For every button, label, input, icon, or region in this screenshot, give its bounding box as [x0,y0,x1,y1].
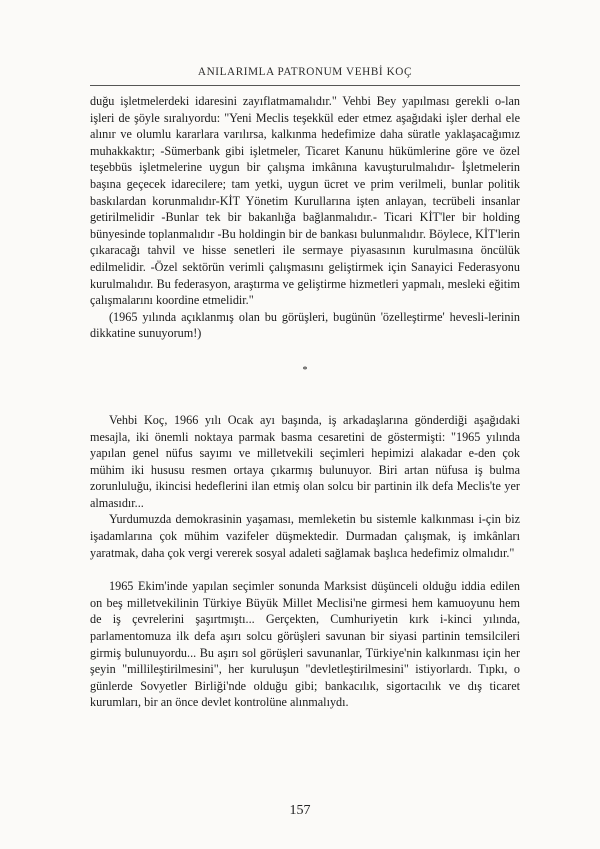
paragraph-message: Vehbi Koç, 1966 yılı Ocak ayı başında, iş arkadaşlarına gönderdiği aşağıdaki mesajla, iki önemli noktaya parmak basma cesaretini de göstermişti: "1965 yılında yapılan genel nüfus sayımı ve milletvekili seçimleri hepimizi alakadar e-den çok mühim iki hususu resmen ortaya çıkarmış bulunuyor. Biri artan nüfusa iş bulma zorunluluğu, ikincisi hedeflerini ilan etmiş olan solcu bir partinin ilk defa Meclis'te yer almasıdır... [90,412,520,510]
section-separator: * [302,364,308,376]
running-head: ANILARIMLA PATRONUM VEHBİ KOÇ [197,66,413,78]
header-rule [90,85,520,86]
paragraph-continuation: duğu işletmelerdeki idaresini zayıflatmamalıdır." Vehbi Bey yapılması gerekli o-lan işleri de şöyle sıralıyordu: "Yeni Meclis teşekkül eder etmez aşağıdaki işler derhal ele alınır ve olumlu kararlara varılırsa, kalkınma hedefimize daha süratle yaklaşacağımız muhakkaktır; -Sümerbank gibi işletmeler, Ticaret Kanunu hükümlerine göre ve özel teşebbüs işletmelerine uygun bir çalışma imkânına kavuşturulmalıdır- İşletmelerin başına geçecek idarecilere; tam yetki, uygun ücret ve prim verilmeli, bunlar politik baskılardan korunmalıdır-KİT Yönetim Kurullarına işten anlayan, tecrübeli insanlar getirilmelidir -Bunlar tek bir bakanlığa bağlanmalıdır.- Ticari KİT'ler bir holding bünyesinde toplanmalıdır -Bu holdingin bir de bankası bulunmalıdır. Böylece, KİT'lerin çıkaracağı tahvil ve hisse senetleri ile sermaye piyasasının kurulmasına öncülük edilmelidir. -Özel sektörün verimli çalışmasını geliştirmek için Sanayici Federasyonu kurulmalıdır. Bu federasyon, araştırma ve geliştirme hizmetleri yapmalı, mesleki eğitim çalışmalarını koordine etmelidir." [90,94,520,308]
paragraph-democracy: Yurdumuzda demokrasinin yaşaması, memleketin bu sistemle kalkınması i-çin biz işadamlarına çok mühim vazifeler düşmektedir. Durmadan çalışmak, iş imkânları yaratmak, daha çok vergi vererek sosyal adaleti sağlamak başlıca hedefimiz olmalıdır." [90,512,520,560]
paragraph-note: (1965 yılında açıklanmış olan bu görüşleri, bugünün 'özelleştirme' hevesli-lerinin dikkatine sunuyorum!) [90,309,520,341]
page-number: 157 [289,803,311,818]
body-text [90,93,520,711]
paragraph-elections: 1965 Ekim'inde yapılan seçimler sonunda Marksist düşünceli olduğu iddia edilen on beş milletvekilinin Türkiye Büyük Millet Meclisi'ne girmesi hem kamuoyunu hem de iş çevrelerini şaşırtmıştı... Gerçekten, Cumhuriyetin kırk i-kinci yılında, parlamentomuza ilk defa aşırı solcu görüşleri savunan bir siyasi partinin temsilcileri girmiş bulunuyordu... Bu aşırı sol görüşleri savunanlar, Türkiye'nin kalkınması için her şeyin "millileştirilmesini", her kuruluşun "devletleştirilmesini" istiyorlardı. Tıpkı, o günlerde Sovyetler Birliği'nde olduğu gibi; bankacılık, sigortacılık ve dış ticaret kurumları, bir an önce devlet kontrolüne alınmalıydı. [90,579,520,710]
